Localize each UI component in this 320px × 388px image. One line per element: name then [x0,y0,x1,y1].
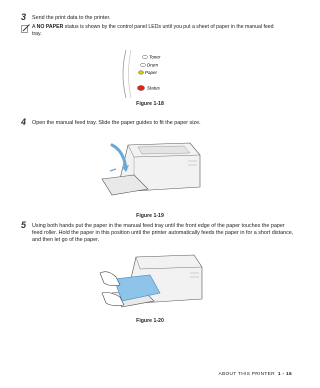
paper-led [138,70,157,75]
figure-caption-1-18: Figure 1-18 [136,101,164,107]
control-panel-illustration [118,48,178,105]
no-paper-label: NO PAPER [36,24,64,30]
step-text: Send the print data to the printer. [32,15,111,21]
drum-led [140,63,158,68]
printer-insert-paper-illustration [98,253,204,316]
svg-text:Paper: Paper [145,70,158,75]
step-number: 4 [21,117,27,127]
status-led [137,85,160,90]
figure-caption-1-19: Figure 1-19 [136,213,164,219]
svg-text:Toner: Toner [149,54,161,60]
svg-text:Status: Status [147,85,160,91]
step-number: 5 [21,220,27,230]
printer-open-tray-illustration [98,139,204,204]
note-text: A NO PAPER status is shown by the control panel LEDs until you put a sheet of paper in the manual feed tray. [32,24,274,37]
note-pencil-icon [21,24,30,36]
page-footer [219,372,292,377]
toner-led [142,55,160,60]
step-text: Using both hands put the paper in the manual feed tray until the front edge of the paper touches the paper feed roller. Hold the paper in this position until the printer automatically feeds the paper in for a short distance, and then let go of the paper. [32,223,294,243]
figure-caption-1-20: Figure 1-20 [136,318,164,324]
footer-section: ABOUT THIS PRINTER [218,372,275,377]
page-number: 1 - 16 [277,372,292,377]
svg-text:Drum: Drum [147,62,158,68]
step-number: 3 [21,12,27,22]
step-text: Open the manual feed tray. Slide the paper guides to fit the paper size. [32,120,201,126]
